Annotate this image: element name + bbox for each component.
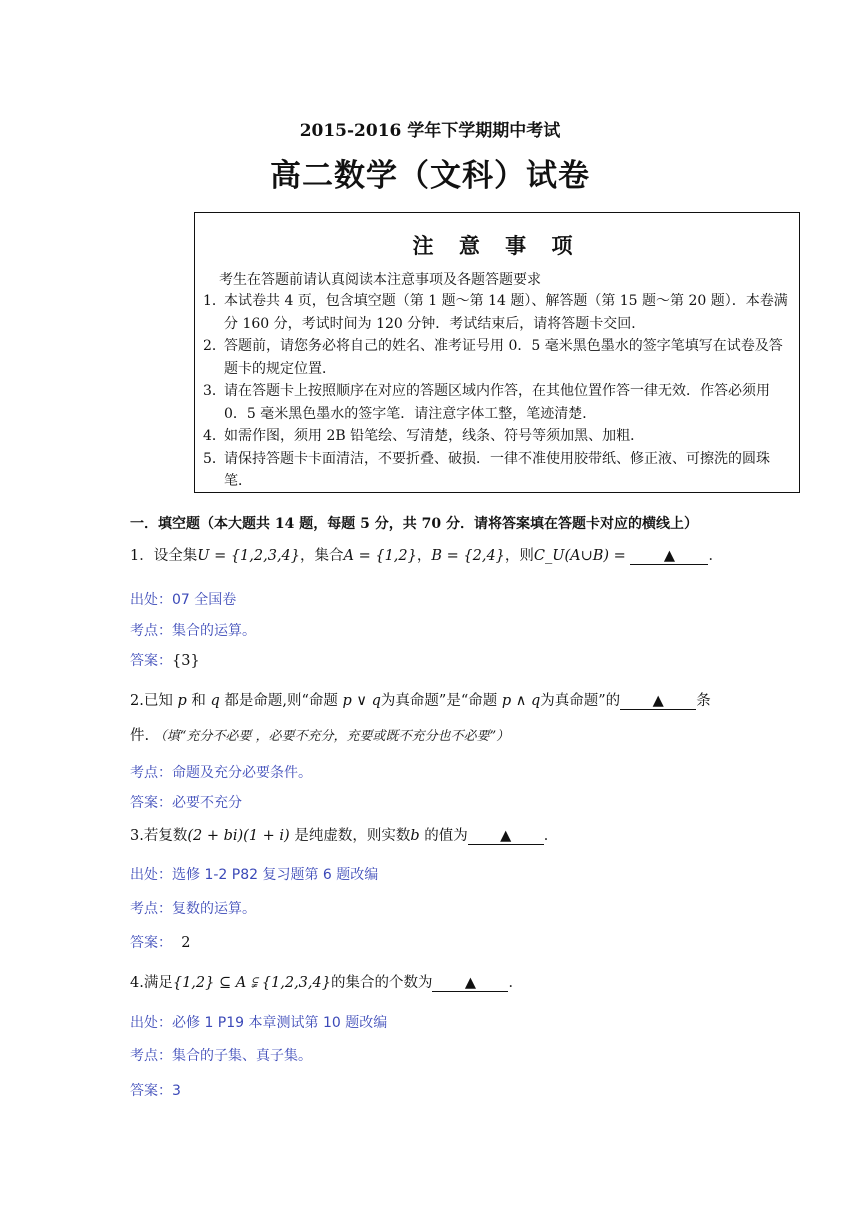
- q4-topic: 考点：集合的子集、真子集。: [130, 1048, 312, 1064]
- q1-topic: 考点：集合的运算。: [130, 623, 256, 639]
- q2-text-6: 件.: [130, 728, 150, 744]
- notice-item-number: 2．: [203, 338, 226, 354]
- q1-comma: ，: [416, 548, 432, 564]
- answer-value: 必要不充分: [172, 795, 242, 811]
- notice-item: [203, 380, 791, 425]
- q2-var-p: p: [177, 693, 187, 709]
- q4-answer: [130, 1080, 181, 1100]
- q3-topic: 考点：复数的运算。: [130, 901, 256, 917]
- notice-item-text: 本试卷共 4 页，包含填空题（第 1 题～第 14 题）、解答题（第 15 题～第 20 题）．本卷满分 160 分，考试时间为 120 分钟．考试结束后，请将答题卡交回．: [224, 293, 788, 332]
- q2-text-5: 条: [696, 693, 711, 709]
- notice-item-text: 如需作图，须用 2B 铅笔绘、写清楚，线条、符号等须加黑、加粗．: [224, 428, 645, 444]
- notice-item: [203, 448, 791, 493]
- q3-text: 3.若复数: [130, 828, 188, 844]
- q3-source: 出处：选修 1-2 P82 复习题第 6 题改编: [130, 867, 379, 883]
- q3-end: ．: [543, 828, 559, 844]
- notice-item-text: 请保持答题卡卡面清洁，不要折叠、破损．一律不准使用胶带纸、修正液、可擦洗的圆珠笔．: [224, 450, 770, 489]
- answer-blank: ▲: [620, 693, 696, 710]
- notice-list: [203, 290, 791, 493]
- q2-answer: [130, 792, 242, 812]
- question-4: [130, 971, 523, 992]
- q3-text-2: 是纯虚数，则实数: [294, 828, 411, 844]
- notice-item-number: 5．: [203, 450, 226, 467]
- q1-text-2: ，则: [504, 548, 534, 564]
- q1-set-b: B = {2,4}: [431, 548, 505, 564]
- notice-box: [194, 212, 800, 493]
- answer-label: 答案：: [130, 1083, 172, 1099]
- q3-answer: [130, 932, 190, 952]
- answer-label: 答案：: [130, 935, 172, 951]
- q4-expression: {1,2} ⊆ A ⫋ {1,2,3,4}: [172, 975, 331, 991]
- notice-item-number: 3．: [203, 383, 226, 399]
- q1-set-u: U = {1,2,3,4}: [197, 548, 301, 564]
- q4-text: 4.满足: [130, 975, 173, 991]
- question-3: [130, 824, 558, 845]
- q1-prefix: 1．设全集: [130, 548, 198, 564]
- notice-item: [203, 425, 791, 448]
- answer-value: {3}: [172, 653, 200, 669]
- q1-end: ．: [708, 548, 723, 564]
- notice-item-number: 4．: [203, 428, 226, 444]
- q1-answer: [130, 650, 200, 670]
- q4-text-2: 的集合的个数为: [330, 975, 433, 991]
- section-title: 一．填空题（本大题共 14 题，每题 5 分，共 70 分．请将答案填在答题卡对应的横线上）: [130, 516, 698, 532]
- answer-value: 3: [172, 1083, 181, 1099]
- answer-blank: ▲: [432, 975, 508, 992]
- notice-item-text: 请在答题卡上按照顺序在对应的答题区域内作答，在其他位置作答一律无效．作答必须用 0．5 毫米黑色墨水的签字笔．请注意字体工整，笔迹清楚．: [224, 383, 770, 422]
- answer-label: 答案：: [130, 653, 172, 669]
- notice-item: [203, 290, 791, 335]
- exam-title: 2015-2016 学年下学期期中考试: [299, 121, 561, 141]
- q2-hint: （填“充分不必要 ，必要不充分，充要或既不充分也不必要”）: [153, 729, 510, 744]
- q2-text-4: 为真命题”的: [540, 693, 621, 709]
- q1-source: 出处：07 全国卷: [130, 592, 237, 608]
- notice-heading: 注 意 事 项: [412, 233, 582, 258]
- q3-var-b: b: [410, 828, 420, 844]
- q2-var-q: q: [210, 693, 220, 709]
- q4-source: 出处：必修 1 P19 本章测试第 10 题改编: [130, 1015, 388, 1031]
- q2-and: 和: [191, 693, 206, 709]
- notice-item: [203, 335, 791, 380]
- q2-or-expression: p ∨ q: [342, 693, 381, 709]
- q2-text-2: 都是命题,则“命题: [224, 693, 338, 709]
- q3-text-3: 的值为: [424, 828, 468, 844]
- q4-end: ．: [508, 975, 523, 991]
- question-2-line-2: [130, 724, 509, 745]
- q1-text: ，集合: [300, 548, 344, 564]
- q2-text: 2.已知: [130, 693, 173, 709]
- q2-and-expression: p ∧ q: [501, 693, 541, 709]
- question-1: [130, 544, 723, 565]
- q2-topic: 考点：命题及充分必要条件。: [130, 765, 312, 781]
- main-title: 高二数学（文科）试卷: [270, 158, 590, 194]
- notice-item-number: 1．: [203, 293, 226, 309]
- answer-blank: ▲: [468, 828, 544, 845]
- q1-set-a: A = {1,2}: [343, 548, 417, 564]
- notice-intro: 考生在答题前请认真阅读本注意事项及各题答题要求: [219, 272, 541, 288]
- q3-expression: (2 + bi)(1 + i): [187, 828, 290, 844]
- q2-text-3: 为真命题”是“命题: [380, 693, 498, 709]
- answer-label: 答案：: [130, 795, 172, 811]
- answer-blank: ▲: [630, 548, 708, 565]
- notice-item-text: 答题前，请您务必将自己的姓名、准考证号用 0．5 毫米黑色墨水的签字笔填写在试卷及答题卡的规定位置．: [224, 338, 783, 377]
- q1-expression: C_U(A∪B) =: [533, 548, 626, 564]
- question-2-line-1: [130, 689, 711, 710]
- answer-value: 2: [181, 935, 191, 951]
